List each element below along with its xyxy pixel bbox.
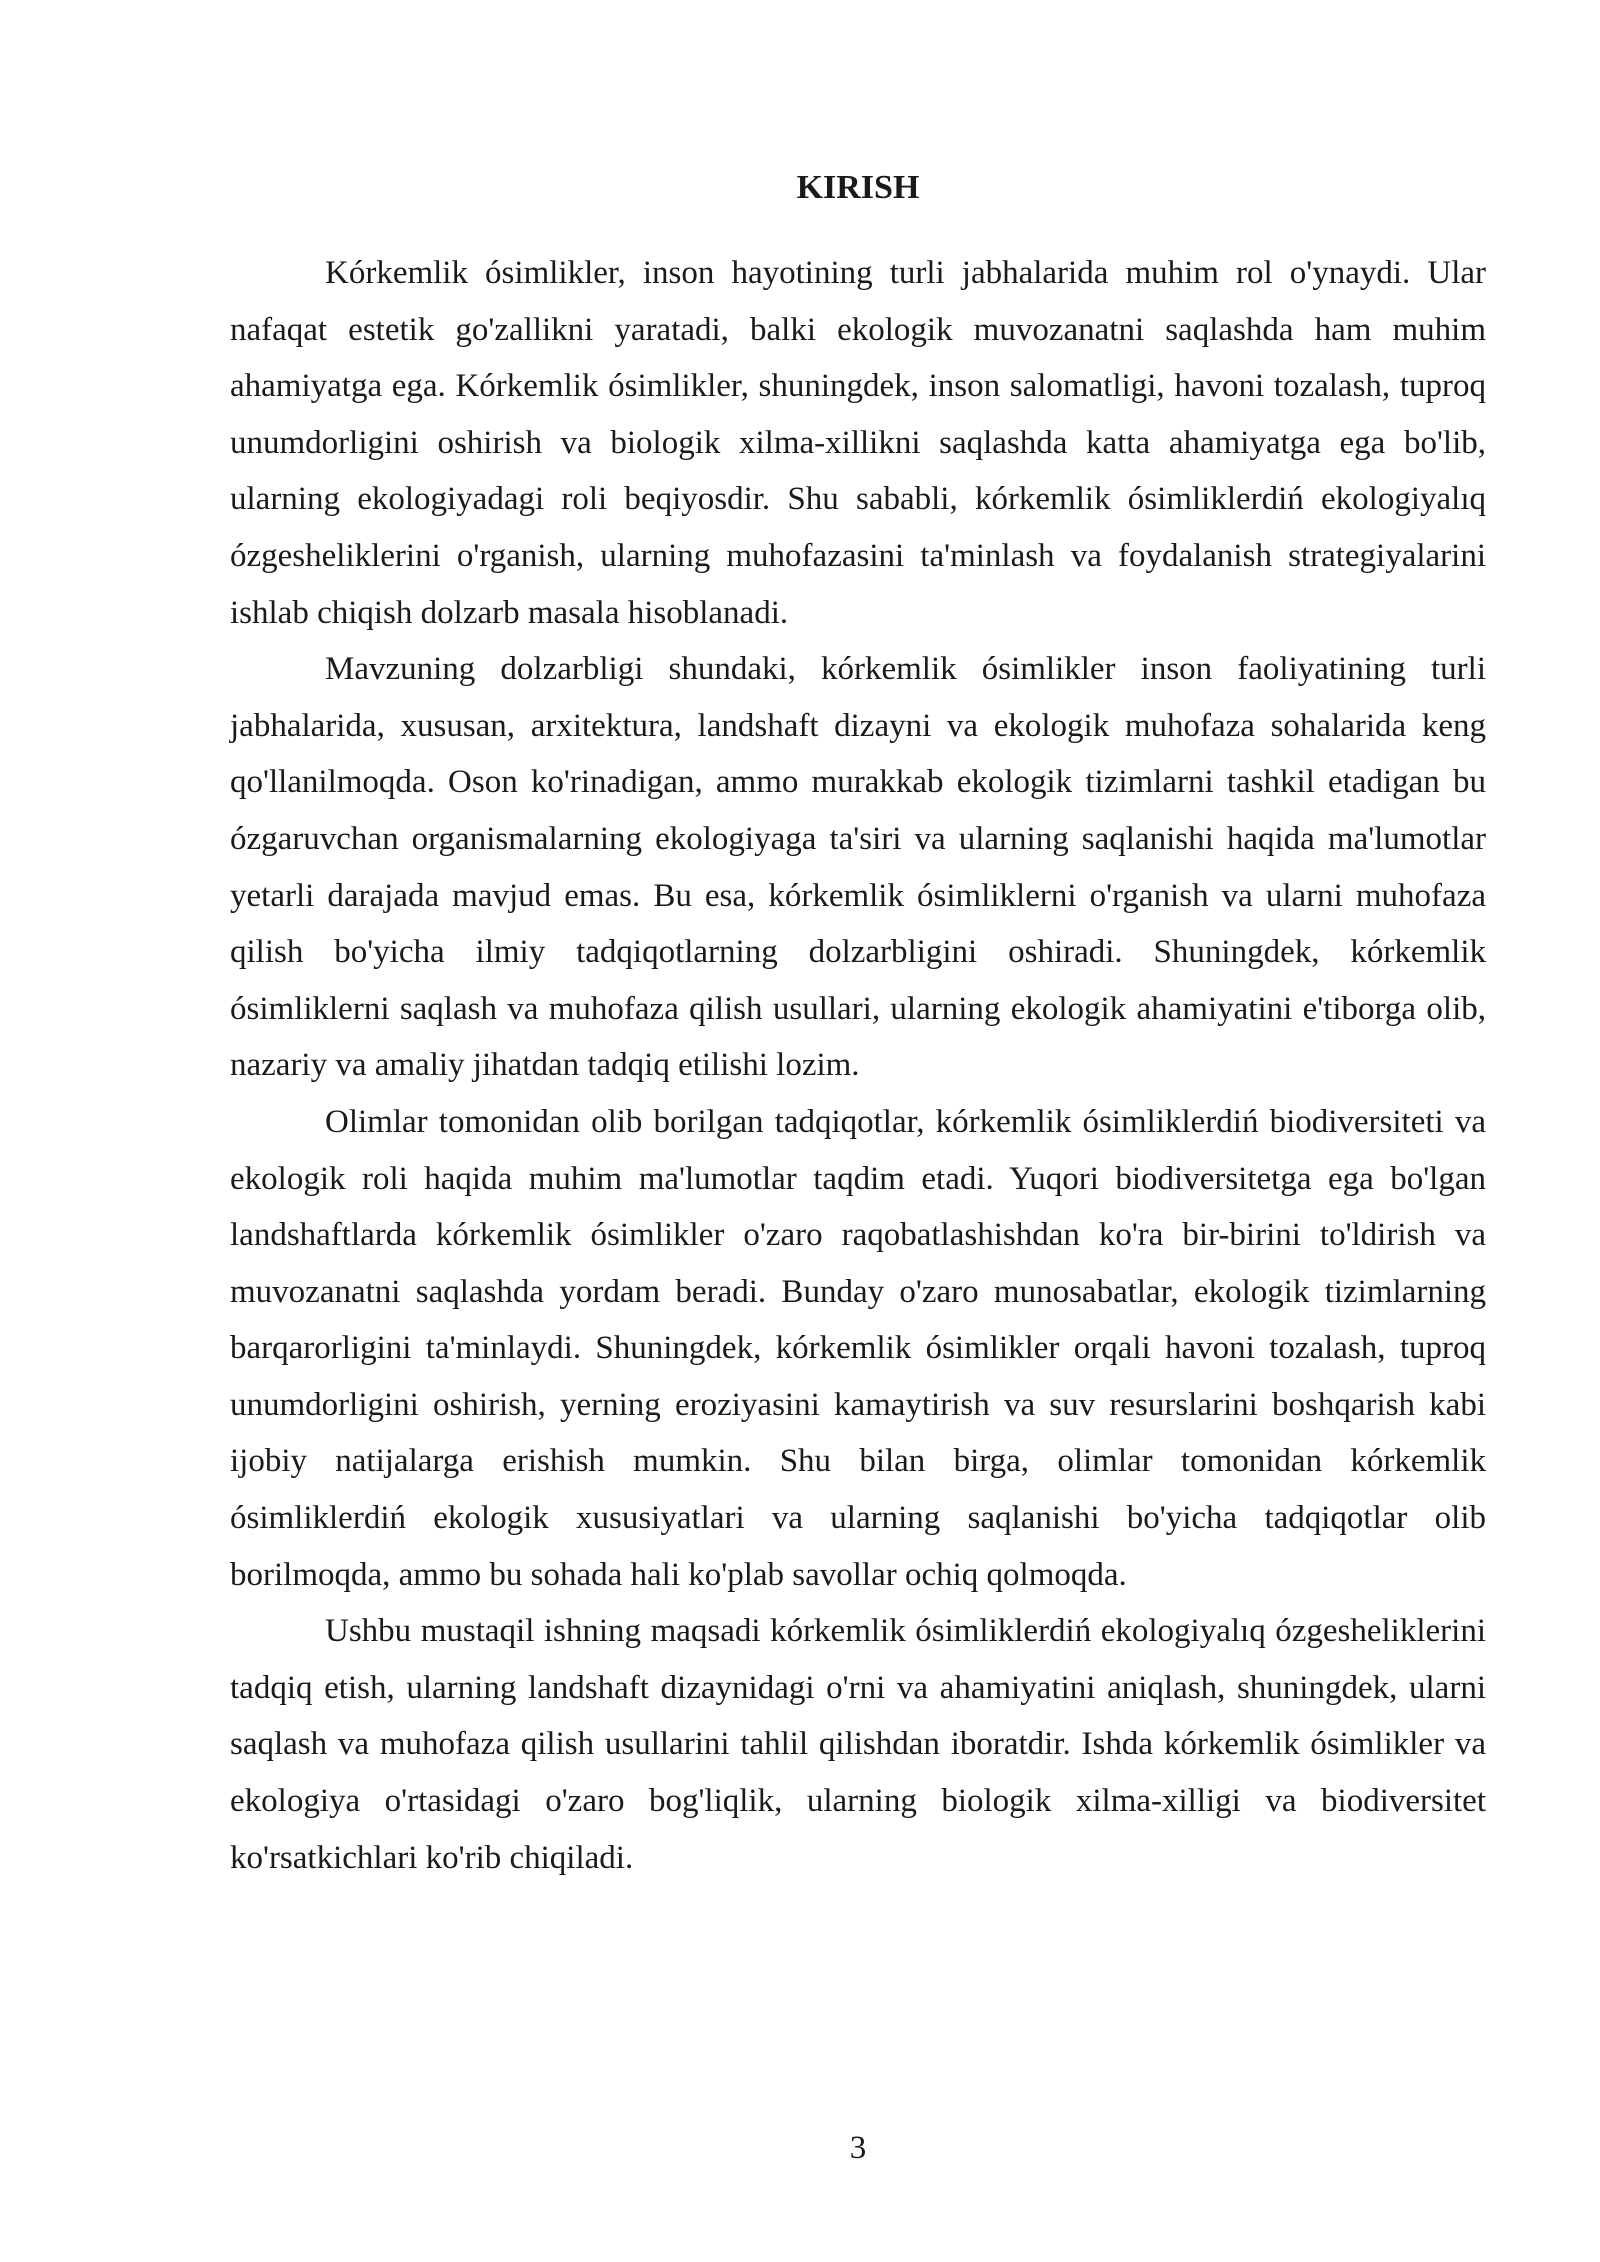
paragraph-3: Olimlar tomonidan olib borilgan tadqiqotlar, kórkemlik ósimliklerdiń biodiversiteti va ekologik roli haqida muhim ma'lumotlar taqdim etadi. Yuqori biodiversitetga ega bo'lgan landshaftlarda kórkemlik ósimlikler o'zaro raqobatlashishdan ko'ra bir-birini to'ldirish va muvozanatni saqlashda yordam beradi. Bunday o'zaro munosabatlar, ekologik tizimlarning barqarorligini ta'minlaydi. Shuningdek, kórkemlik ósimlikler orqali havoni tozalash, tuproq unumdorligini oshirish, yerning eroziyasini kamaytirish va suv resurslarini boshqarish kabi ijobiy natijalarga erishish mumkin. Shu bilan birga, olimlar tomonidan kórkemlik ósimliklerdiń ekologik xususiyatlari va ularning saqlanishi bo'yicha tadqiqotlar olib borilmoqda, ammo bu sohada hali ko'plab savollar ochiq qolmoqda.: [230, 1103, 1486, 1593]
paragraph-1: Kórkemlik ósimlikler, inson hayotining turli jabhalarida muhim rol o'ynaydi. Ular nafaqat estetik go'zallikni yaratadi, balki ekologik muvozanatni saqlashda ham muhim ahamiyatga ega. Kórkemlik ósimlikler, shuningdek, inson salomatligi, havoni tozalash, tuproq unumdorligini oshirish va biologik xilma-xillikni saqlashda katta ahamiyatga ega bo'lib, ularning ekologiyadagi roli beqiyosdir. Shu sababli, kórkemlik ósimliklerdiń ekologiyalıq ózgesheliklerini o'rganish, ularning muhofazasini ta'minlash va foydalanish strategiyalarini ishlab chiqish dolzarb masala hisoblanadi.: [230, 255, 1486, 631]
page-number: 3: [849, 2130, 867, 2166]
paragraph-2: Mavzuning dolzarbligi shundaki, kórkemlik ósimlikler inson faoliyatining turli jabhalarida, xususan, arxitektura, landshaft dizayni va ekologik muhofaza sohalarida keng qo'llanilmoqda. Oson ko'rinadigan, ammo murakkab ekologik tizimlarni tashkil etadigan bu ózgaruvchan organismalarning ekologiyaga ta'siri va ularning saqlanishi haqida ma'lumotlar yetarli darajada mavjud emas. Bu esa, kórkemlik ósimliklerni o'rganish va ularni muhofaza qilish bo'yicha ilmiy tadqiqotlarning dolzarbligini oshiradi. Shuningdek, kórkemlik ósimliklerni saqlash va muhofaza qilish usullari, ularning ekologik ahamiyatini e'tiborga olib, nazariy va amaliy jihatdan tadqiq etilishi lozim.: [230, 651, 1486, 1084]
section-title: KIRISH: [796, 169, 920, 206]
body-text: [230, 245, 1486, 1886]
paragraph-4: Ushbu mustaqil ishning maqsadi kórkemlik ósimliklerdiń ekologiyalıq ózgesheliklerini tadqiq etish, ularning landshaft dizaynidagi o'rni va ahamiyatini aniqlash, shuningdek, ularni saqlash va muhofaza qilish usullarini tahlil qilishdan iboratdir. Ishda kórkemlik ósimlikler va ekologiya o'rtasidagi o'zaro bog'liqlik, ularning biologik xilma-xilligi va biodiversitet ko'rsatkichlari ko'rib chiqiladi.: [230, 1613, 1486, 1876]
